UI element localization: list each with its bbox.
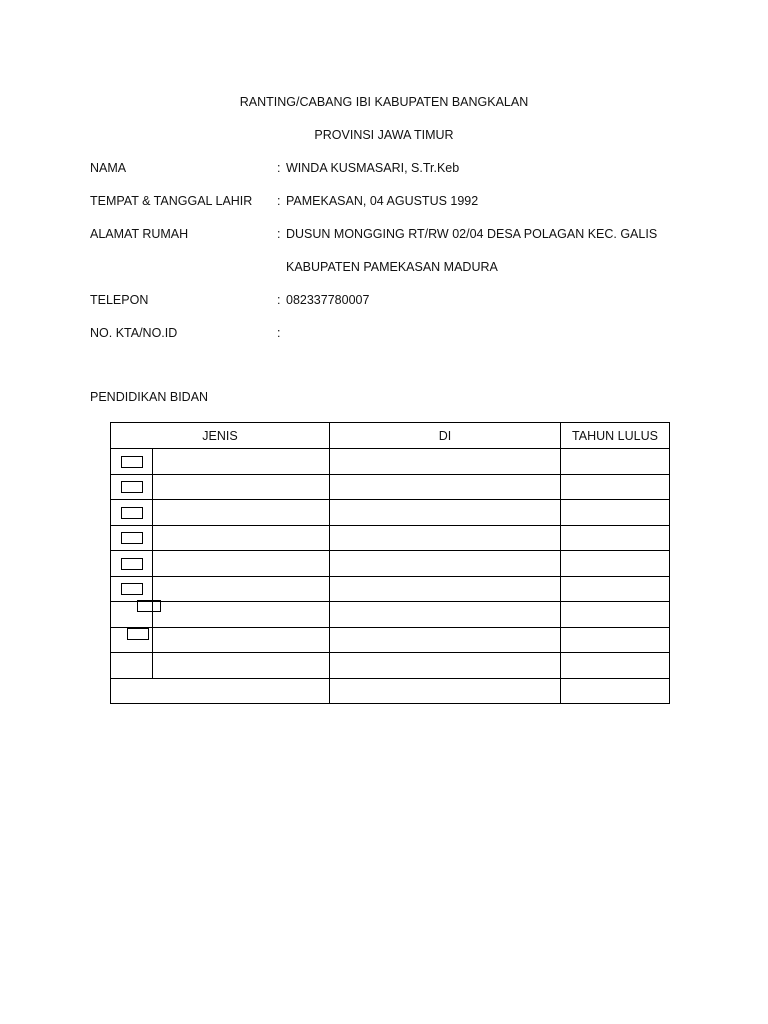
checkbox-cell[interactable] xyxy=(111,474,153,500)
jenis-cell[interactable] xyxy=(153,474,330,500)
table-row xyxy=(111,602,670,628)
checkbox[interactable] xyxy=(121,558,143,570)
field-value-telepon: 082337780007 xyxy=(286,293,370,307)
checkbox[interactable] xyxy=(127,628,149,640)
field-colon: : xyxy=(277,227,281,241)
field-value-ttl: PAMEKASAN, 04 AGUSTUS 1992 xyxy=(286,194,479,208)
checkbox-cell[interactable] xyxy=(111,551,153,577)
checkbox[interactable] xyxy=(137,600,161,612)
tahun-lulus-cell[interactable] xyxy=(561,525,670,551)
tahun-lulus-cell[interactable] xyxy=(561,474,670,500)
tahun-lulus-cell[interactable] xyxy=(561,602,670,628)
checkbox[interactable] xyxy=(121,583,143,595)
di-cell[interactable] xyxy=(330,449,561,475)
field-label-ttl: TEMPAT & TANGGAL LAHIR xyxy=(90,194,253,208)
jenis-cell[interactable] xyxy=(153,627,330,653)
jenis-cell[interactable] xyxy=(153,500,330,526)
field-colon: : xyxy=(277,161,281,175)
header-line-2: PROVINSI JAWA TIMUR xyxy=(314,128,454,142)
checkbox[interactable] xyxy=(121,532,143,544)
table-row xyxy=(111,627,670,653)
checkbox[interactable] xyxy=(121,456,143,468)
table-row xyxy=(111,525,670,551)
field-colon: : xyxy=(277,326,281,340)
jenis-cell[interactable] xyxy=(153,525,330,551)
jenis-cell[interactable] xyxy=(153,449,330,475)
checkbox-cell[interactable] xyxy=(111,449,153,475)
tahun-lulus-cell[interactable] xyxy=(561,500,670,526)
field-colon: : xyxy=(277,194,281,208)
section-title-pendidikan: PENDIDIKAN BIDAN xyxy=(90,390,209,404)
field-value-alamat: DUSUN MONGGING RT/RW 02/04 DESA POLAGAN KEC. GALIS xyxy=(286,227,658,241)
checkbox-cell[interactable] xyxy=(111,627,153,653)
tahun-lulus-cell[interactable] xyxy=(561,653,670,679)
field-label-telepon: TELEPON xyxy=(90,293,149,307)
field-label-kta: NO. KTA/NO.ID xyxy=(90,326,178,340)
checkbox-cell[interactable] xyxy=(111,653,153,679)
field-value-nama: WINDA KUSMASARI, S.Tr.Keb xyxy=(286,161,460,175)
checkbox[interactable] xyxy=(121,507,143,519)
column-header-jenis: JENIS xyxy=(111,423,330,449)
tahun-lulus-cell[interactable] xyxy=(561,576,670,602)
table-row xyxy=(111,653,670,679)
checkbox-cell[interactable] xyxy=(111,525,153,551)
table-row xyxy=(111,678,670,704)
column-header-tahun-lulus: TAHUN LULUS xyxy=(561,423,670,449)
jenis-cell[interactable] xyxy=(153,576,330,602)
jenis-cell[interactable] xyxy=(111,678,330,704)
tahun-lulus-cell[interactable] xyxy=(561,449,670,475)
field-label-nama: NAMA xyxy=(90,161,127,175)
jenis-cell[interactable] xyxy=(153,653,330,679)
di-cell[interactable] xyxy=(330,678,561,704)
di-cell[interactable] xyxy=(330,500,561,526)
di-cell[interactable] xyxy=(330,576,561,602)
checkbox-cell[interactable] xyxy=(111,500,153,526)
tahun-lulus-cell[interactable] xyxy=(561,551,670,577)
di-cell[interactable] xyxy=(330,525,561,551)
di-cell[interactable] xyxy=(330,474,561,500)
education-table xyxy=(110,422,670,704)
table-row xyxy=(111,576,670,602)
column-header-di: DI xyxy=(330,423,561,449)
field-value-alamat-line2: KABUPATEN PAMEKASAN MADURA xyxy=(286,260,498,274)
table-row xyxy=(111,474,670,500)
di-cell[interactable] xyxy=(330,653,561,679)
di-cell[interactable] xyxy=(330,551,561,577)
jenis-cell[interactable] xyxy=(153,602,330,628)
jenis-cell[interactable] xyxy=(153,551,330,577)
checkbox-cell[interactable] xyxy=(111,576,153,602)
tahun-lulus-cell[interactable] xyxy=(561,627,670,653)
header-line-1: RANTING/CABANG IBI KABUPATEN BANGKALAN xyxy=(239,95,529,109)
table-row xyxy=(111,449,670,475)
table-row xyxy=(111,551,670,577)
field-label-alamat: ALAMAT RUMAH xyxy=(90,227,189,241)
table-header-row xyxy=(111,423,670,449)
di-cell[interactable] xyxy=(330,602,561,628)
checkbox[interactable] xyxy=(121,481,143,493)
table-row xyxy=(111,500,670,526)
di-cell[interactable] xyxy=(330,627,561,653)
tahun-lulus-cell[interactable] xyxy=(561,678,670,704)
checkbox-cell[interactable] xyxy=(111,602,153,628)
field-colon: : xyxy=(277,293,281,307)
